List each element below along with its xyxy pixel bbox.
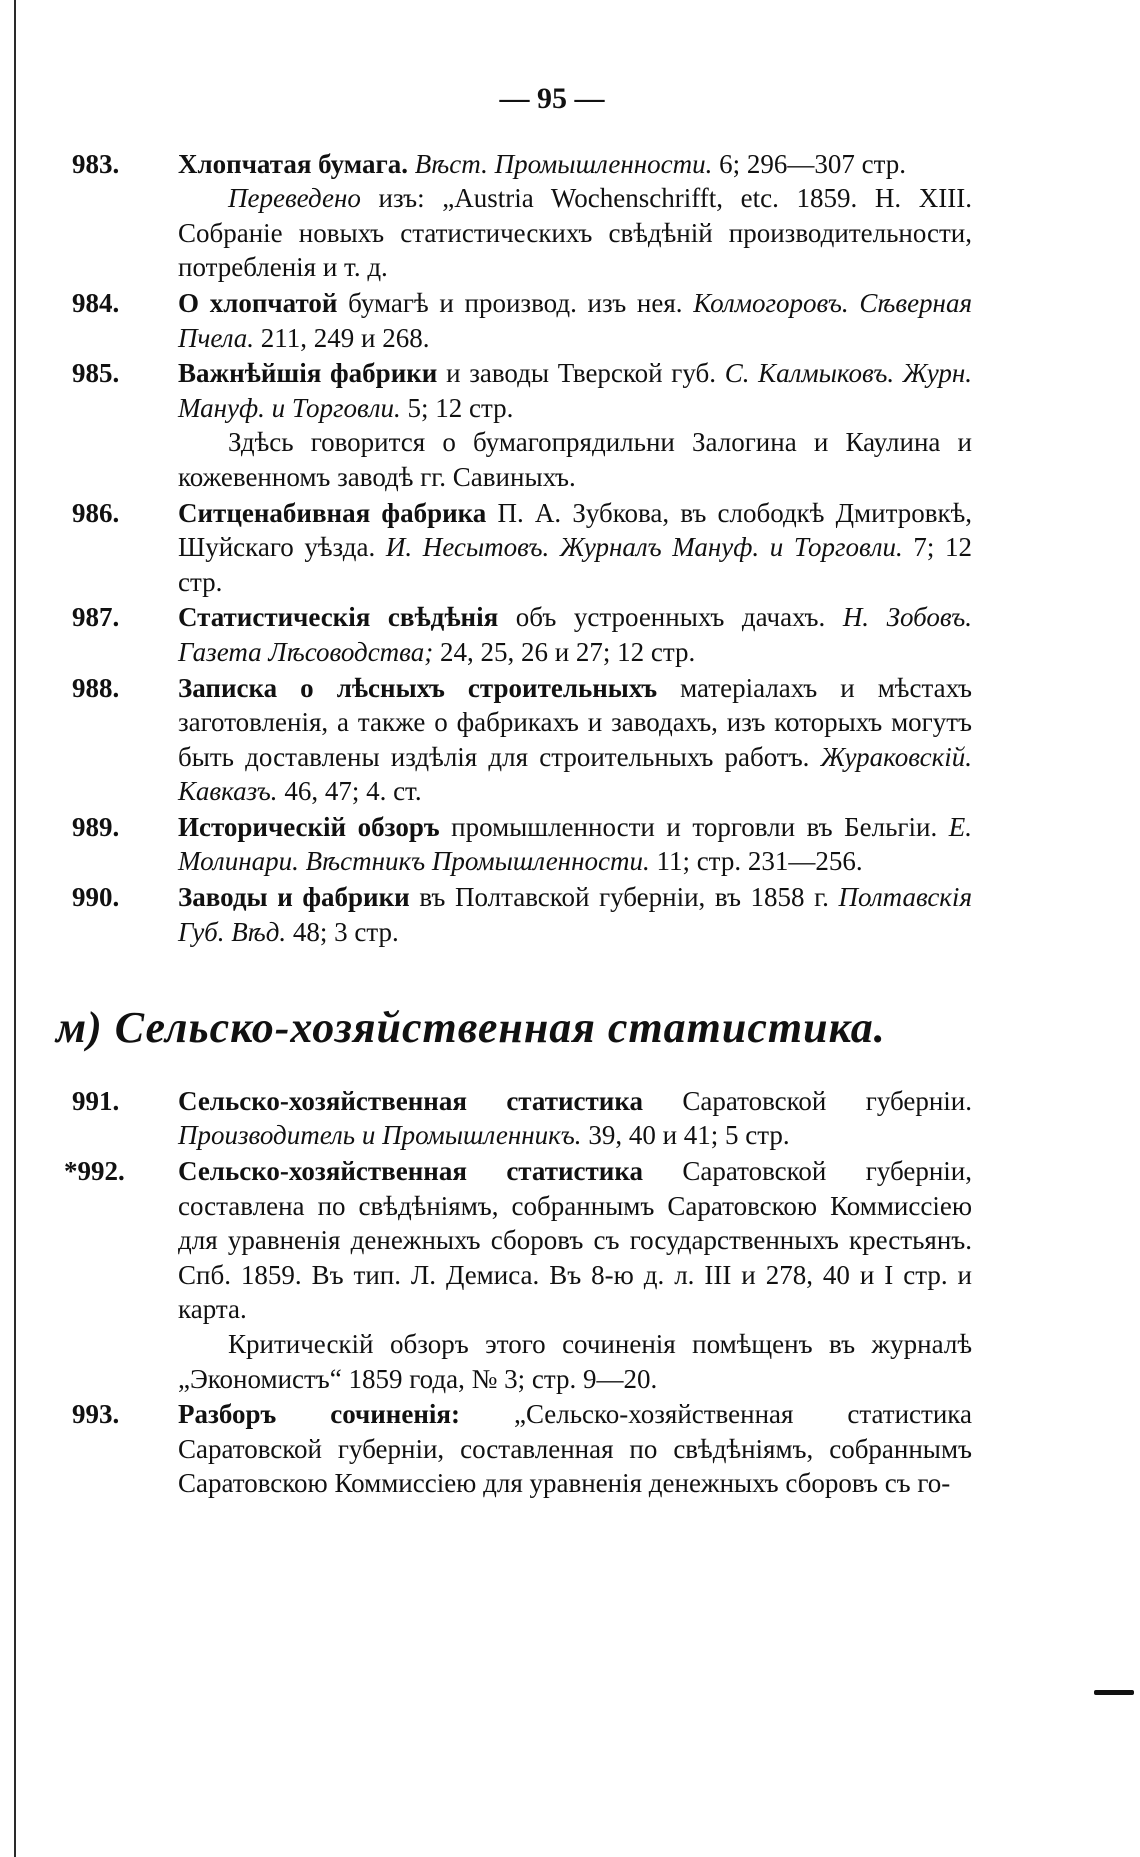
entry-tail: 5; 12 стр. [400, 392, 514, 423]
entry-992 [64, 1154, 972, 1396]
entry-983 [72, 147, 972, 285]
entry-number: 988. [72, 672, 120, 703]
entry-993 [72, 1397, 972, 1501]
entry-heading: Разборъ сочиненія: [178, 1399, 460, 1430]
page-edge-line [14, 0, 16, 1857]
entry-text: объ устроенныхъ дачахъ. [498, 602, 826, 633]
entry-source: Колмогоровъ. Сѣверная Пчела. [178, 287, 972, 353]
entry-text: „Сельско-хозяйственная статистика Саратовской губерніи, составленная по свѣдѣніямъ, собраннымъ Саратовскою Коммиссіею для уравненія денежныхъ сборовъ съ го- [178, 1399, 972, 1499]
entry-note: Здѣсь говорится о бумагопрядильни Залогина и Каулина и кожевенномъ заводѣ гг. Савиныхъ. [178, 427, 972, 492]
entry-tail: 46, 47; 4. ст. [277, 776, 422, 807]
page-number: — 95 — [499, 82, 605, 115]
entry-source: Е. Молинари. Вѣстникъ Промышленности. [178, 811, 972, 877]
entry-text: бумагѣ и производ. изъ нея. [337, 287, 683, 318]
entry-number: 984. [72, 287, 120, 318]
entry-tail: 211, 249 и 268. [254, 322, 430, 353]
entry-heading: Сельско-хозяйственная статистика [178, 1085, 643, 1116]
entry-note-source: Переведено [228, 183, 361, 214]
entry-number: 987. [72, 602, 120, 633]
entry-number: 985. [72, 358, 120, 389]
entry-text: Саратовской губерніи, составлена по свѣдѣніямъ, собраннымъ Саратовскою Коммиссіею для уравненія денежныхъ сборовъ съ государственныхъ крестьянъ. Спб. 1859. Въ тип. Л. Демиса. Въ 8-ю д. л. III и 278, 40 и I стр. и карта. [178, 1156, 972, 1325]
book-page [56, 82, 973, 1502]
section-title: м) Сельско-хозяйственная статистика. [56, 1003, 886, 1053]
entry-heading: Хлопчатая бумага. [178, 148, 409, 179]
entry-text: въ Полтавской губерніи, въ 1858 г. [409, 882, 829, 913]
entry-text: матеріалахъ и мѣстахъ заготовленія, а также о фабрикахъ и заводахъ, изъ которыхъ могутъ быть доставлены издѣлія для строительныхъ работъ. [178, 672, 972, 772]
entry-heading: Сельско-хозяйственная статистика [178, 1156, 643, 1187]
entry-heading: Ситценабивная фабрика [178, 497, 487, 528]
entry-heading: Записка о лѣсныхъ строительныхъ [178, 672, 658, 703]
entry-991 [72, 1084, 972, 1153]
entry-source: Вѣст. Промышленности. [414, 148, 713, 179]
entry-heading: О хлопчатой [178, 287, 338, 318]
entry-source: С. Калмыковъ. Журн. Мануф. и Торговли. [178, 358, 973, 423]
entry-tail: 7; 12 стр. [178, 532, 973, 597]
entry-number: *992. [64, 1156, 125, 1187]
entry-number: 993. [72, 1399, 120, 1430]
entry-tail: 11; стр. 231—256. [649, 846, 863, 877]
entry-985 [72, 356, 972, 494]
entry-text: Саратовской губерніи. [642, 1085, 972, 1116]
entry-tail: 48; 3 стр. [286, 916, 399, 947]
entry-text: промышленности и торговли въ Бельгіи. [439, 811, 938, 842]
entry-source: Полтавскія Губ. Вѣд. [178, 882, 972, 947]
entry-source: Н. Зобовъ. Газета Лѣсоводства; [178, 602, 972, 667]
entry-heading: Заводы и фабрики [178, 882, 410, 913]
entry-heading: Статистическія свѣдѣнія [178, 602, 499, 633]
entry-number: 989. [72, 811, 120, 842]
entry-987 [72, 600, 972, 669]
entry-source: Производитель и Промышленникъ. [178, 1120, 582, 1151]
entry-tail: 24, 25, 26 и 27; 12 стр. [433, 636, 696, 667]
entry-source: И. Несытовъ. Журналъ Мануф. и Торговли. [385, 532, 903, 563]
entry-heading: Важнѣйшія фабрики [178, 358, 438, 389]
entry-text: П. А. Зубкова, въ слободкѣ Дмитровкѣ, Шуйскаго уѣзда. [178, 497, 973, 563]
entry-986 [72, 496, 972, 600]
entry-note [178, 181, 972, 285]
entry-988 [72, 671, 972, 809]
margin-dash-mark [1094, 1690, 1134, 1695]
entry-number: 990. [72, 882, 120, 913]
entry-heading: Историческій обзоръ [178, 811, 440, 842]
entry-number: 983. [72, 148, 120, 179]
entry-source: Жураковскій. Кавказъ. [178, 741, 972, 807]
entry-text: и заводы Тверской губ. [437, 358, 717, 389]
entry-tail: 39, 40 и 41; 5 стр. [581, 1120, 790, 1151]
entry-note-text: изъ: „Austria Wochenschrifft, etc. 1859. Н. XIII. Собраніе новыхъ статистическихъ свѣдѣній производительности, потребленія и т. д. [178, 183, 972, 283]
entry-989 [72, 810, 972, 879]
entry-text: 6; 296—307 стр. [712, 148, 907, 179]
entry-note: Критическій обзоръ этого сочиненія помѣщенъ въ журналѣ „Экономистъ“ 1859 года, № 3; стр. 9—20. [178, 1329, 972, 1394]
entry-984 [72, 286, 972, 355]
entry-number: 986. [72, 497, 120, 528]
entry-990 [72, 880, 972, 949]
entry-number: 991. [72, 1085, 120, 1116]
